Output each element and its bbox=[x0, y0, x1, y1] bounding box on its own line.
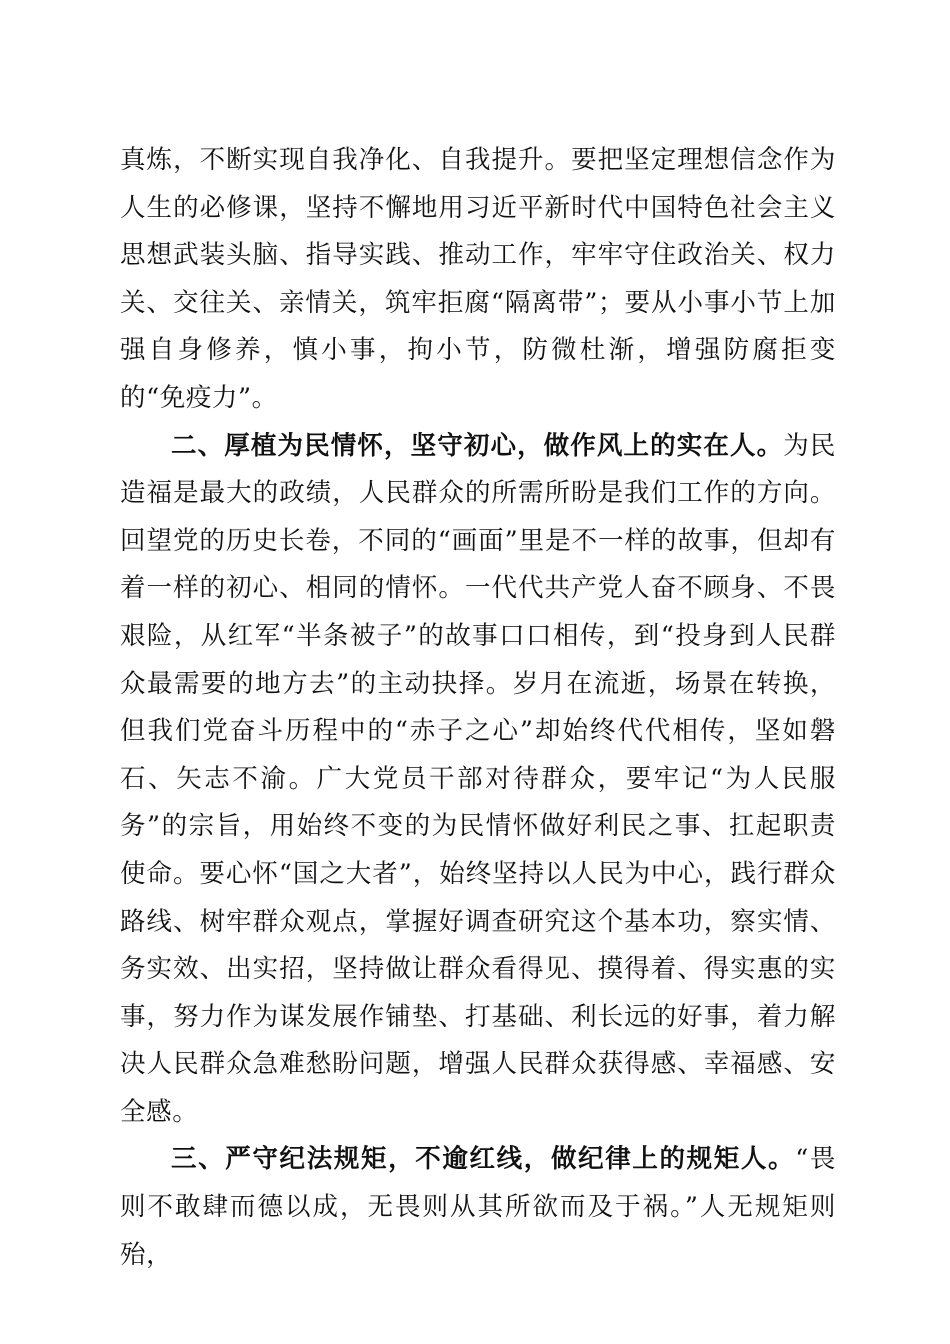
paragraph-text: 为民造福是最大的政绩，人民群众的所需所盼是我们工作的方向。回望党的历史长卷，不同的“画面”里是不一样的故事，但却有着一样的初心、相同的情怀。一代代共产党人奋不顾身、不畏艰险，从红军“半条被子”的故事口口相传，到“投身到人民群众最需要的地方去”的主动抉择。岁月在流逝，场景在转换，但我们党奋斗历程中的“赤子之心”却始终代代相传，坚如磐石、矢志不渝。广大党员干部对待群众，要牢记“为人民服务”的宗旨，用始终不变的为民情怀做好利民之事、扛起职责使命。要心怀“国之大者”，始终坚持以人民为中心，践行群众路线、树牢群众观点，掌握好调查研究这个基本功，察实情、务实效、出实招，坚持做让群众看得见、摸得着、得实惠的实事，努力作为谋发展作铺垫、打基础、利长远的好事，着力解决人民群众急难愁盼问题，增强人民群众获得感、幸福感、安全感。 bbox=[120, 430, 836, 1127]
paragraph-text: “畏则不敢肆而德以成，无畏则从其所欲而及于祸。”人无规矩则殆， bbox=[120, 1144, 836, 1270]
paragraph-section-three bbox=[120, 1136, 836, 1279]
paragraph-text: 真炼，不断实现自我净化、自我提升。要把坚定理想信念作为人生的必修课，坚持不懈地用习近平新时代中国特色社会主义思想武装头脑、指导实践、推动工作，牢牢守住政治关、权力关、交往关、亲情关，筑牢拒腐“隔离带”；要从小事小节上加强自身修养，慎小事，拘小节，防微杜渐，增强防腐拒变的“免疫力”。 bbox=[120, 145, 836, 413]
section-heading: 三、严守纪法规矩，不逾红线，做纪律上的规矩人。 bbox=[171, 1144, 796, 1175]
document-body bbox=[120, 137, 836, 1279]
paragraph-continuation bbox=[120, 137, 836, 423]
section-heading: 二、厚植为民情怀，坚守初心，做作风上的实在人。 bbox=[171, 430, 784, 461]
paragraph-section-two bbox=[120, 423, 836, 1137]
